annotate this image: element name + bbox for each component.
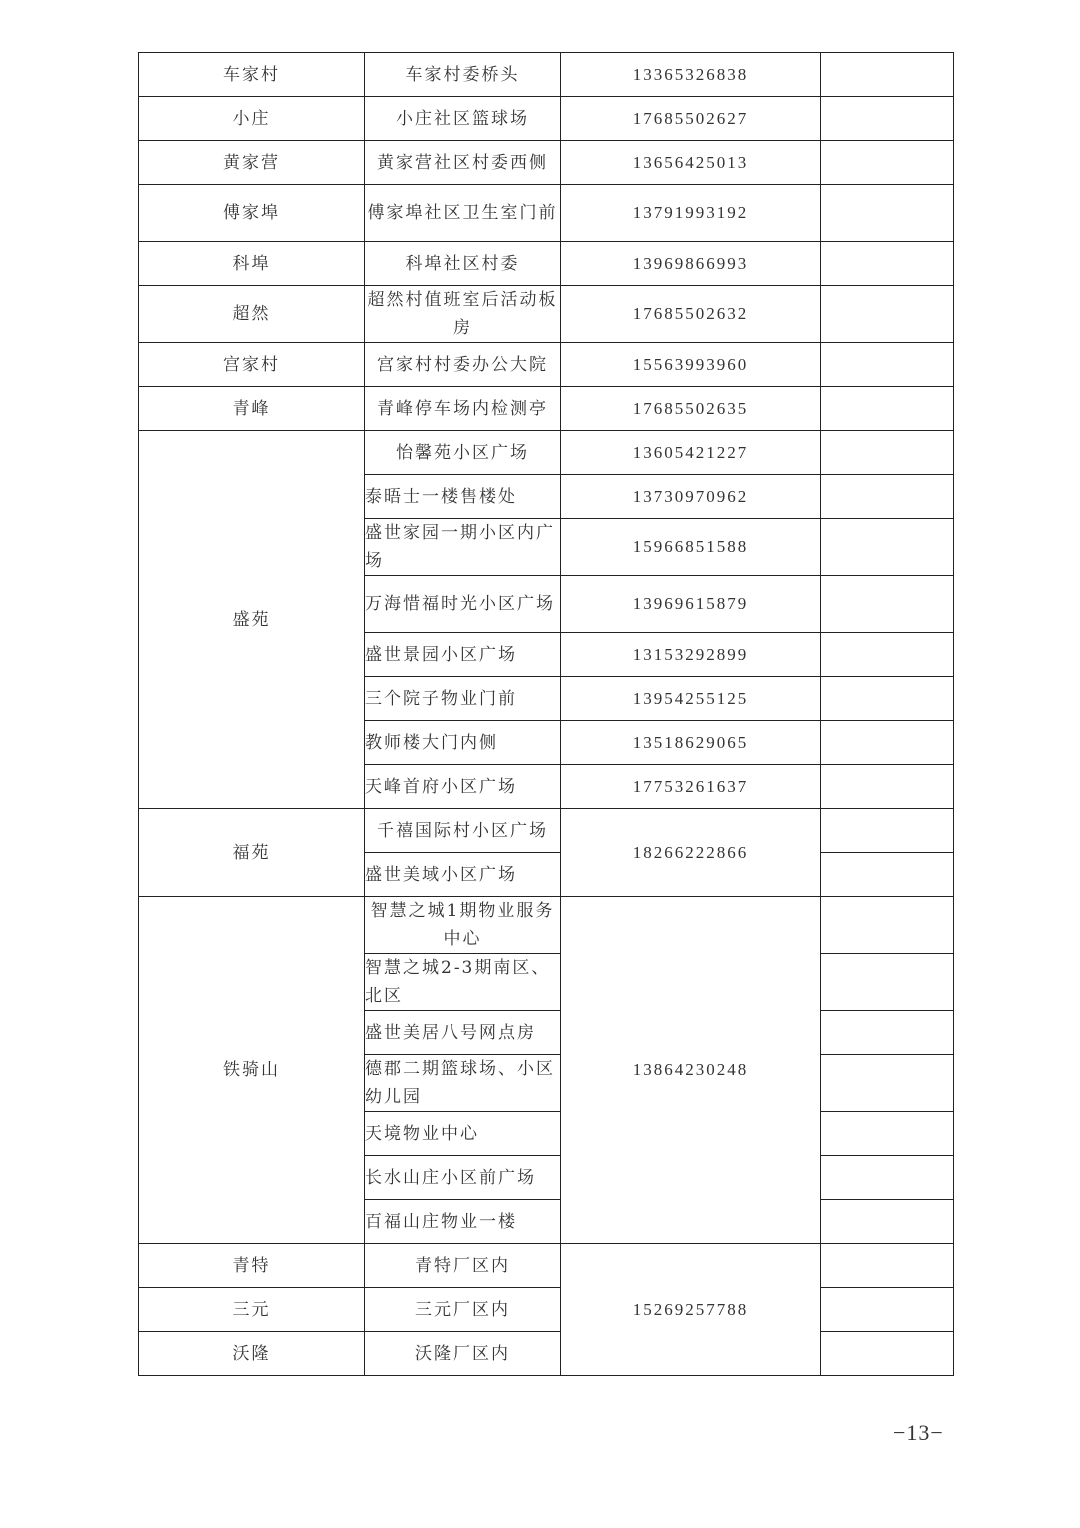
district-cell: 傅家埠 — [139, 185, 365, 242]
phone-cell: 15563993960 — [561, 343, 821, 387]
phone-cell: 13864230248 — [561, 897, 821, 1244]
notes-cell — [821, 431, 954, 475]
notes-cell — [821, 387, 954, 431]
table-row — [139, 387, 954, 431]
notes-cell — [821, 809, 954, 853]
phone-cell: 15269257788 — [561, 1244, 821, 1376]
site-cell: 傅家埠社区卫生室门前 — [365, 185, 561, 242]
notes-cell — [821, 185, 954, 242]
site-cell: 盛世家园一期小区内广场 — [365, 519, 561, 576]
notes-cell — [821, 765, 954, 809]
site-cell: 黄家营社区村委西侧 — [365, 141, 561, 185]
table-row — [139, 53, 954, 97]
site-cell: 三个院子物业门前 — [365, 677, 561, 721]
table-row — [139, 242, 954, 286]
notes-cell — [821, 141, 954, 185]
table-row — [139, 1332, 954, 1376]
notes-cell — [821, 1112, 954, 1156]
notes-cell — [821, 53, 954, 97]
notes-cell — [821, 1244, 954, 1288]
district-cell: 车家村 — [139, 53, 365, 97]
page-number: −13− — [893, 1420, 944, 1445]
phone-cell: 18266222866 — [561, 809, 821, 897]
table-row — [139, 809, 954, 853]
district-cell: 科埠 — [139, 242, 365, 286]
district-cell: 青峰 — [139, 387, 365, 431]
table-row — [139, 343, 954, 387]
notes-cell — [821, 897, 954, 954]
district-cell: 福苑 — [139, 809, 365, 897]
site-cell: 盛世美居八号网点房 — [365, 1011, 561, 1055]
phone-cell: 13365326838 — [561, 53, 821, 97]
site-cell: 万海惜福时光小区广场 — [365, 576, 561, 633]
site-cell: 天境物业中心 — [365, 1112, 561, 1156]
table-row — [139, 1288, 954, 1332]
notes-cell — [821, 519, 954, 576]
site-cell: 智慧之城1期物业服务中心 — [365, 897, 561, 954]
site-cell: 青峰停车场内检测亭 — [365, 387, 561, 431]
table-row — [139, 286, 954, 343]
phone-cell: 15966851588 — [561, 519, 821, 576]
table-row — [139, 97, 954, 141]
phone-cell: 17685502632 — [561, 286, 821, 343]
district-cell: 三元 — [139, 1288, 365, 1332]
site-cell: 泰晤士一楼售楼处 — [365, 475, 561, 519]
phone-cell: 13791993192 — [561, 185, 821, 242]
notes-cell — [821, 97, 954, 141]
notes-cell — [821, 286, 954, 343]
notes-cell — [821, 1011, 954, 1055]
phone-cell: 13969615879 — [561, 576, 821, 633]
site-cell: 小庄社区篮球场 — [365, 97, 561, 141]
notes-cell — [821, 242, 954, 286]
notes-cell — [821, 1055, 954, 1112]
phone-cell: 13153292899 — [561, 633, 821, 677]
phone-cell: 17685502635 — [561, 387, 821, 431]
site-cell: 宫家村村委办公大院 — [365, 343, 561, 387]
site-cell: 超然村值班室后活动板房 — [365, 286, 561, 343]
phone-cell: 13730970962 — [561, 475, 821, 519]
district-cell: 沃隆 — [139, 1332, 365, 1376]
table-row — [139, 185, 954, 242]
site-cell: 千禧国际村小区广场 — [365, 809, 561, 853]
table-row — [139, 141, 954, 185]
phone-cell: 13605421227 — [561, 431, 821, 475]
phone-cell: 13969866993 — [561, 242, 821, 286]
testing-sites-table — [138, 52, 954, 1376]
district-cell: 小庄 — [139, 97, 365, 141]
table-row — [139, 431, 954, 475]
site-cell: 教师楼大门内侧 — [365, 721, 561, 765]
district-cell: 宫家村 — [139, 343, 365, 387]
notes-cell — [821, 343, 954, 387]
district-cell: 超然 — [139, 286, 365, 343]
notes-cell — [821, 576, 954, 633]
phone-cell: 13954255125 — [561, 677, 821, 721]
notes-cell — [821, 677, 954, 721]
table-row — [139, 897, 954, 954]
site-cell: 智慧之城2-3期南区、北区 — [365, 954, 561, 1011]
notes-cell — [821, 1288, 954, 1332]
site-cell: 天峰首府小区广场 — [365, 765, 561, 809]
district-cell: 青特 — [139, 1244, 365, 1288]
notes-cell — [821, 475, 954, 519]
phone-cell: 17685502627 — [561, 97, 821, 141]
table-row — [139, 1244, 954, 1288]
site-cell: 怡馨苑小区广场 — [365, 431, 561, 475]
district-cell: 铁骑山 — [139, 897, 365, 1244]
site-cell: 长水山庄小区前广场 — [365, 1156, 561, 1200]
phone-cell: 17753261637 — [561, 765, 821, 809]
phone-cell: 13518629065 — [561, 721, 821, 765]
site-cell: 三元厂区内 — [365, 1288, 561, 1332]
site-cell: 青特厂区内 — [365, 1244, 561, 1288]
site-cell: 沃隆厂区内 — [365, 1332, 561, 1376]
site-cell: 盛世景园小区广场 — [365, 633, 561, 677]
notes-cell — [821, 721, 954, 765]
notes-cell — [821, 954, 954, 1011]
notes-cell — [821, 1200, 954, 1244]
site-cell: 德郡二期篮球场、小区幼儿园 — [365, 1055, 561, 1112]
site-cell: 车家村委桥头 — [365, 53, 561, 97]
notes-cell — [821, 1156, 954, 1200]
notes-cell — [821, 633, 954, 677]
site-cell: 百福山庄物业一楼 — [365, 1200, 561, 1244]
district-cell: 盛苑 — [139, 431, 365, 809]
notes-cell — [821, 1332, 954, 1376]
district-cell: 黄家营 — [139, 141, 365, 185]
phone-cell: 13656425013 — [561, 141, 821, 185]
site-cell: 盛世美域小区广场 — [365, 853, 561, 897]
notes-cell — [821, 853, 954, 897]
site-cell: 科埠社区村委 — [365, 242, 561, 286]
